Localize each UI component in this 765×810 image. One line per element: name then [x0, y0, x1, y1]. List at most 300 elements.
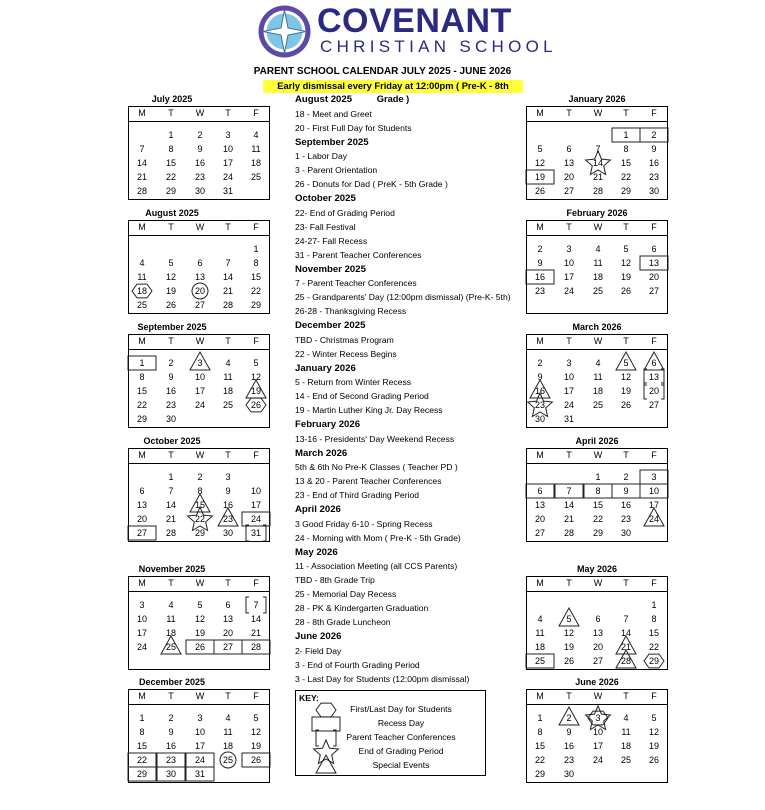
day-cell: 12 [194, 614, 205, 624]
weekday-header: M [138, 222, 146, 232]
day-cell: 4 [253, 130, 259, 140]
day-cell: 26 [648, 755, 659, 765]
weekday-header: T [623, 691, 629, 701]
day-cell: 24 [136, 642, 147, 652]
day-cell: 19 [250, 741, 261, 751]
day-cell: 16 [563, 741, 574, 751]
day-cell: 18 [222, 741, 233, 751]
day-cell: 14 [620, 628, 631, 638]
star-marker [314, 740, 339, 764]
day-cell: 19 [620, 386, 631, 396]
day-cell: 3 [595, 713, 601, 723]
day-cell: 16 [165, 741, 176, 751]
day-cell: 3 [197, 713, 203, 723]
day-cell: 19 [165, 286, 176, 296]
day-cell: 26 [563, 656, 574, 666]
day-cell: 12 [648, 727, 659, 737]
weekday-header: T [225, 450, 231, 460]
day-cell: 25 [592, 286, 603, 296]
weekday-header: T [623, 108, 629, 118]
day-cell: 16 [194, 158, 205, 168]
day-cell: 3 [566, 358, 572, 368]
day-cell: 16 [648, 158, 659, 168]
event-item: 3 - Parent Orientation [295, 165, 378, 175]
day-cell: 18 [534, 642, 545, 652]
day-cell: 26 [534, 186, 545, 196]
day-cell: 16 [165, 386, 176, 396]
day-cell: 23 [534, 400, 545, 410]
day-cell: 5 [253, 358, 259, 368]
weekday-header: T [566, 222, 572, 232]
event-item: 31 - Parent Teacher Conferences [295, 249, 422, 260]
day-cell: 5 [623, 244, 629, 254]
event-item: 23- Fall Festival [295, 221, 356, 232]
day-cell: 2 [537, 244, 543, 254]
weekday-header: W [195, 578, 205, 588]
event-item: 20 - First Full Day for Students [295, 122, 412, 133]
day-cell: 28 [222, 300, 233, 310]
month-calendar [128, 208, 271, 316]
day-cell: 7 [225, 258, 231, 268]
weekday-header: M [536, 222, 544, 232]
day-cell: 25 [592, 400, 603, 410]
day-cell: 11 [535, 628, 545, 638]
weekday-header: T [623, 222, 629, 232]
day-cell: 7 [253, 600, 259, 610]
day-cell: 23 [165, 400, 176, 410]
day-cell: 8 [651, 614, 657, 624]
day-cell: 19 [648, 741, 659, 751]
event-month-heading: December 2025 [295, 320, 366, 331]
day-cell: 7 [168, 486, 174, 496]
day-cell: 11 [593, 258, 603, 268]
event-item: 25 - Grandparents' Day (12:00pm dismissal) (Pre-K- 5th) [295, 292, 511, 302]
day-cell: 14 [165, 500, 176, 510]
day-cell: 15 [534, 741, 545, 751]
event-item: 22- End of Grading Period [295, 207, 395, 218]
day-cell: 22 [648, 642, 659, 652]
day-cell: 30 [648, 186, 659, 196]
day-cell: 8 [168, 144, 174, 154]
month-title: December 2025 [138, 677, 206, 687]
day-cell: 24 [592, 755, 603, 765]
day-cell: 23 [563, 755, 574, 765]
weekday-header: F [651, 578, 657, 588]
day-cell: 29 [534, 769, 545, 779]
day-cell: 11 [251, 144, 261, 154]
day-cell: 10 [194, 727, 205, 737]
day-cell: 1 [253, 244, 259, 254]
event-item: 24-27- Fall Recess [295, 235, 368, 246]
day-cell: 5 [537, 144, 543, 154]
day-cell: 12 [250, 727, 261, 737]
month-calendar [128, 677, 271, 785]
day-cell: 6 [566, 144, 572, 154]
month-calendar [128, 94, 271, 202]
day-cell: 4 [225, 713, 231, 723]
day-cell: 1 [168, 130, 174, 140]
day-cell: 13 [592, 628, 603, 638]
day-cell: 27 [563, 186, 574, 196]
event-item: 25 - Memorial Day Recess [295, 589, 397, 599]
day-cell: 9 [168, 372, 174, 382]
day-cell: 30 [194, 186, 205, 196]
day-cell: 20 [648, 272, 659, 282]
day-cell: 6 [537, 486, 543, 496]
weekday-header: T [225, 691, 231, 701]
day-cell: 29 [136, 414, 147, 424]
day-cell: 14 [563, 500, 574, 510]
day-cell: 20 [136, 514, 147, 524]
day-cell: 23 [222, 514, 233, 524]
event-item: 3 - Last Day for Students (12:00pm dismissal) [295, 673, 470, 684]
day-cell: 15 [250, 272, 261, 282]
day-cell: 26 [194, 642, 205, 652]
day-cell: 22 [136, 755, 147, 765]
month-title: January 2026 [568, 94, 626, 104]
weekday-header: M [138, 578, 146, 588]
day-cell: 2 [197, 130, 203, 140]
day-cell: 2 [623, 472, 629, 482]
day-cell: 30 [222, 528, 233, 538]
day-cell: 8 [197, 486, 203, 496]
day-cell: 21 [250, 628, 261, 638]
day-cell: 4 [595, 244, 601, 254]
month-title: May 2026 [576, 564, 618, 574]
day-cell: 10 [563, 258, 574, 268]
day-cell: 19 [563, 642, 574, 652]
event-month-heading: April 2026 [295, 504, 341, 515]
key-item-label: Recess Day [377, 718, 425, 728]
event-item: 3 - End of Fourth Grading Period [295, 659, 420, 670]
weekday-header: T [225, 578, 231, 588]
day-cell: 9 [225, 486, 231, 496]
day-cell: 13 [648, 258, 659, 268]
day-cell: 2 [651, 130, 657, 140]
day-cell: 29 [136, 769, 147, 779]
day-cell: 27 [136, 528, 147, 538]
day-cell: 22 [250, 286, 261, 296]
day-cell: 15 [165, 158, 176, 168]
month-calendar [526, 564, 669, 672]
day-cell: 5 [651, 713, 657, 723]
day-cell: 3 [566, 244, 572, 254]
weekday-header: M [536, 578, 544, 588]
day-cell: 21 [563, 514, 574, 524]
day-cell: 23 [620, 514, 631, 524]
day-cell: 2 [168, 358, 174, 368]
day-cell: 12 [620, 258, 631, 268]
month-title: February 2026 [566, 208, 628, 218]
day-cell: 23 [165, 755, 176, 765]
header [0, 0, 765, 104]
weekday-header: F [651, 222, 657, 232]
day-cell: 7 [139, 144, 145, 154]
weekday-header: M [536, 336, 544, 346]
weekday-header: F [253, 108, 259, 118]
day-cell: 24 [563, 286, 574, 296]
hexagon-marker [316, 703, 336, 717]
weekday-header: W [593, 222, 603, 232]
day-cell: 30 [620, 528, 631, 538]
day-cell: 24 [194, 755, 205, 765]
day-cell: 27 [648, 286, 659, 296]
day-cell: 17 [648, 500, 659, 510]
event-item: 14 - End of Second Grading Period [295, 391, 429, 401]
day-cell: 28 [620, 656, 631, 666]
day-cell: 9 [537, 258, 543, 268]
month-calendar [526, 436, 669, 544]
day-cell: 1 [651, 600, 657, 610]
day-cell: 13 [534, 500, 545, 510]
weekday-header: W [195, 108, 205, 118]
weekday-header: T [225, 336, 231, 346]
day-cell: 6 [651, 244, 657, 254]
day-cell: 30 [534, 414, 545, 424]
day-cell: 25 [620, 755, 631, 765]
day-cell: 16 [222, 500, 233, 510]
weekday-header: W [593, 336, 603, 346]
day-cell: 17 [222, 158, 233, 168]
day-cell: 6 [651, 358, 657, 368]
day-cell: 4 [623, 713, 629, 723]
day-cell: 8 [595, 486, 601, 496]
day-cell: 18 [165, 628, 176, 638]
day-cell: 2 [566, 713, 572, 723]
month-calendar [526, 94, 669, 202]
day-cell: 24 [194, 400, 205, 410]
day-cell: 6 [139, 486, 145, 496]
month-title: October 2025 [143, 436, 201, 446]
month-title: November 2025 [138, 564, 206, 574]
day-cell: 25 [534, 656, 545, 666]
weekday-header: M [138, 336, 146, 346]
day-cell: 4 [168, 600, 174, 610]
day-cell: 21 [620, 642, 631, 652]
weekday-header: T [566, 108, 572, 118]
weekday-header: T [168, 108, 174, 118]
event-month-heading: June 2026 [295, 631, 342, 642]
event-item: 22 - Winter Recess Begins [295, 348, 397, 359]
day-cell: 16 [534, 272, 545, 282]
day-cell: 19 [250, 386, 261, 396]
month-calendar [526, 677, 669, 785]
event-item: 18 - Meet and Greet [295, 108, 372, 119]
day-cell: 8 [139, 372, 145, 382]
weekday-header: W [195, 450, 205, 460]
school-subtitle: CHRISTIAN SCHOOL [320, 37, 557, 56]
day-cell: 14 [136, 158, 147, 168]
day-cell: 23 [648, 172, 659, 182]
day-cell: 7 [566, 486, 572, 496]
day-cell: 2 [168, 713, 174, 723]
day-cell: 5 [623, 358, 629, 368]
day-cell: 11 [166, 614, 176, 624]
day-cell: 31 [222, 186, 233, 196]
day-cell: 12 [620, 372, 631, 382]
weekday-header: M [138, 450, 146, 460]
day-cell: 4 [225, 358, 231, 368]
day-cell: 3 [651, 472, 657, 482]
day-cell: 29 [620, 186, 631, 196]
day-cell: 21 [136, 172, 147, 182]
weekday-header: T [623, 578, 629, 588]
day-cell: 12 [250, 372, 261, 382]
key-item-label: First/Last Day for Students [350, 704, 452, 714]
school-name: COVENANT [317, 2, 512, 40]
day-cell: 25 [136, 300, 147, 310]
weekday-header: F [253, 578, 259, 588]
day-cell: 5 [566, 614, 572, 624]
event-month-heading: February 2026 [295, 419, 361, 430]
event-item: 24 - Morning with Mom ( Pre-K - 5th Grade) [295, 532, 461, 543]
weekday-header: T [168, 691, 174, 701]
day-cell: 22 [620, 172, 631, 182]
day-cell: 1 [595, 472, 601, 482]
day-cell: 17 [136, 628, 147, 638]
day-cell: 20 [563, 172, 574, 182]
day-cell: 21 [222, 286, 233, 296]
weekday-header: F [253, 222, 259, 232]
event-item: 13 & 20 - Parent Teacher Conferences [295, 476, 442, 486]
day-cell: 12 [534, 158, 545, 168]
event-item: 1 - Labor Day [295, 151, 348, 161]
weekday-header: F [253, 450, 259, 460]
event-item: 28 - 8th Grade Luncheon [295, 617, 391, 627]
weekday-header: T [566, 336, 572, 346]
key-item-label: End of Grading Period [358, 746, 444, 756]
weekday-header: W [593, 108, 603, 118]
weekday-header: T [623, 336, 629, 346]
day-cell: 15 [592, 500, 603, 510]
weekday-header: W [593, 691, 603, 701]
weekday-header: M [536, 108, 544, 118]
day-cell: 18 [250, 158, 261, 168]
day-cell: 31 [194, 769, 205, 779]
day-cell: 27 [592, 656, 603, 666]
day-cell: 10 [563, 372, 574, 382]
dismissal-note: Early dismissal every Friday at 12:00pm ( Pre-K - 8th Grade ) [263, 80, 523, 93]
weekday-header: W [593, 450, 603, 460]
weekday-header: W [195, 336, 205, 346]
weekday-header: T [225, 108, 231, 118]
day-cell: 8 [537, 727, 543, 737]
day-cell: 24 [648, 514, 659, 524]
day-cell: 20 [648, 386, 659, 396]
day-cell: 20 [534, 514, 545, 524]
event-month-heading: March 2026 [295, 447, 348, 459]
event-month-heading: October 2025 [295, 193, 356, 204]
weekday-header: F [253, 336, 259, 346]
day-cell: 5 [253, 713, 259, 723]
month-title: March 2026 [572, 322, 622, 332]
day-cell: 3 [225, 130, 231, 140]
weekday-header: F [651, 450, 657, 460]
day-cell: 1 [623, 130, 629, 140]
day-cell: 18 [592, 272, 603, 282]
day-cell: 28 [136, 186, 147, 196]
day-cell: 4 [595, 358, 601, 368]
day-cell: 22 [194, 514, 205, 524]
day-cell: 20 [592, 642, 603, 652]
day-cell: 13 [648, 372, 659, 382]
month-calendar [128, 564, 271, 672]
day-cell: 6 [595, 614, 601, 624]
calendar-title: PARENT SCHOOL CALENDAR JULY 2025 - JUNE 2026 [253, 66, 512, 77]
day-cell: 15 [194, 500, 205, 510]
weekday-header: W [195, 691, 205, 701]
day-cell: 1 [139, 713, 145, 723]
day-cell: 15 [136, 741, 147, 751]
day-cell: 29 [648, 656, 659, 666]
event-item: 28 - PK & Kindergarten Graduation [295, 603, 429, 613]
day-cell: 22 [592, 514, 603, 524]
weekday-header: T [566, 691, 572, 701]
day-cell: 15 [620, 158, 631, 168]
day-cell: 11 [621, 727, 631, 737]
day-cell: 12 [563, 628, 574, 638]
day-cell: 1 [537, 713, 543, 723]
day-cell: 3 [197, 358, 203, 368]
day-cell: 17 [194, 741, 205, 751]
day-cell: 26 [165, 300, 176, 310]
day-cell: 30 [165, 769, 176, 779]
weekday-header: F [651, 691, 657, 701]
day-cell: 12 [165, 272, 176, 282]
event-item: 5 - Return from Winter Recess [295, 377, 412, 387]
event-item: TBD - 8th Grade Trip [295, 575, 375, 585]
day-cell: 10 [136, 614, 147, 624]
month-calendar [128, 436, 271, 544]
day-cell: 11 [223, 727, 233, 737]
event-item: 13-16 - Presidents' Day Weekend Recess [295, 433, 455, 444]
day-cell: 17 [563, 386, 574, 396]
day-cell: 28 [250, 642, 261, 652]
day-cell: 21 [592, 172, 603, 182]
event-month-heading: September 2025 [295, 136, 369, 148]
day-cell: 11 [137, 272, 147, 282]
day-cell: 9 [168, 727, 174, 737]
event-month-heading: January 2026 [295, 362, 356, 374]
month-title: April 2026 [575, 436, 619, 446]
key-item-label: Parent Teacher Conferences [346, 732, 456, 742]
day-cell: 19 [194, 628, 205, 638]
day-cell: 14 [592, 158, 603, 168]
weekday-header: T [566, 450, 572, 460]
day-cell: 3 [139, 600, 145, 610]
event-item: TBD - Christmas Program [295, 334, 394, 345]
day-cell: 31 [250, 528, 261, 538]
day-cell: 9 [197, 144, 203, 154]
day-cell: 13 [222, 614, 233, 624]
day-cell: 25 [250, 172, 261, 182]
day-cell: 31 [563, 414, 574, 424]
day-cell: 22 [136, 400, 147, 410]
day-cell: 13 [194, 272, 205, 282]
day-cell: 9 [537, 372, 543, 382]
weekday-header: T [225, 222, 231, 232]
day-cell: 10 [222, 144, 233, 154]
month-calendar [526, 322, 669, 430]
box-marker [312, 717, 340, 731]
day-cell: 24 [222, 172, 233, 182]
day-cell: 18 [620, 741, 631, 751]
day-cell: 23 [534, 286, 545, 296]
day-cell: 2 [537, 358, 543, 368]
day-cell: 17 [194, 386, 205, 396]
day-cell: 1 [139, 358, 145, 368]
day-cell: 22 [534, 755, 545, 765]
